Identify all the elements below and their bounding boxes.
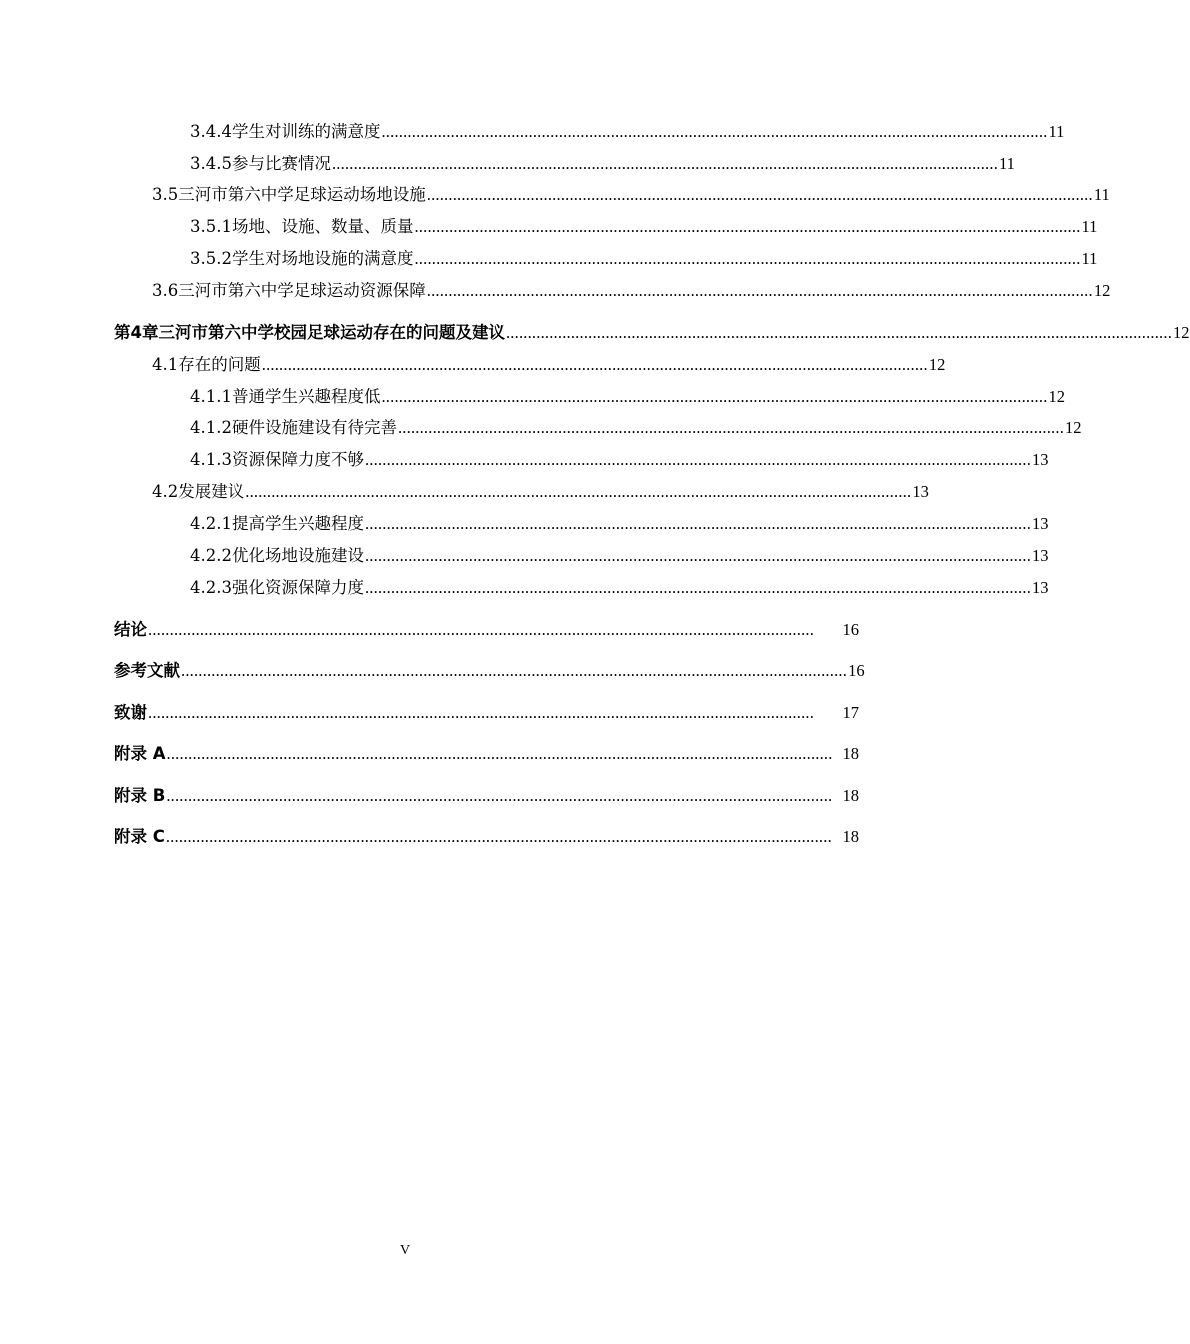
- toc-entry-title: 附录 C: [114, 827, 165, 846]
- toc-entry[interactable]: [190, 513, 1049, 535]
- toc-entry-page: 12: [1065, 418, 1082, 437]
- toc-entry-number: 4.1.2: [190, 418, 232, 437]
- toc-leader-dots: ..........................................................................................................................................................: [505, 323, 1173, 342]
- toc-entry-title: 硬件设施建设有待完善: [231, 418, 397, 437]
- toc-entry-number: 3.4.5: [190, 154, 232, 173]
- toc-entry-page: 11: [1093, 185, 1110, 204]
- toc-entry-title: 三河市第六中学足球运动资源保障: [178, 281, 426, 300]
- toc-leader-dots: ..........................................................................................................................................................: [426, 281, 1093, 300]
- toc-entry-number: 4.2.1: [190, 514, 232, 533]
- toc-leader-dots: ..........................................................................................................................................................: [148, 620, 815, 639]
- toc-entry-page: 18: [842, 827, 859, 846]
- toc-chapter-entry[interactable]: [114, 785, 859, 807]
- toc-entry[interactable]: [152, 184, 1110, 206]
- toc-leader-dots: ..........................................................................................................................................................: [364, 578, 1032, 597]
- toc-leader-dots: ..........................................................................................................................................................: [181, 661, 848, 680]
- toc-entry-page: 13: [1032, 578, 1049, 597]
- toc-entry-page: 11: [1081, 249, 1098, 268]
- toc-leader-dots: ..........................................................................................................................................................: [381, 387, 1048, 406]
- toc-entry[interactable]: [152, 354, 946, 376]
- toc-entry-title: 结论: [114, 620, 147, 639]
- toc-entry[interactable]: [190, 417, 1082, 439]
- toc-entry-page: 12: [1173, 323, 1190, 342]
- toc-entry-page: 18: [842, 744, 859, 763]
- toc-chapter-entry[interactable]: [114, 826, 859, 848]
- toc-entry[interactable]: [190, 121, 1065, 143]
- toc-entry-title: 普通学生兴趣程度低: [231, 387, 381, 406]
- toc-entry[interactable]: [190, 153, 1015, 175]
- toc-entry[interactable]: [190, 248, 1098, 270]
- toc-leader-dots: ..........................................................................................................................................................: [364, 514, 1032, 533]
- toc-leader-dots: ..........................................................................................................................................................: [397, 418, 1065, 437]
- toc-entry-title: 学生对场地设施的满意度: [231, 249, 414, 268]
- toc-entry-title: 三河市第六中学足球运动场地设施: [178, 185, 426, 204]
- toc-chapter-entry[interactable]: [114, 322, 1190, 344]
- toc-entry-page: 11: [1048, 122, 1065, 141]
- toc-entry-page: 13: [1032, 450, 1049, 469]
- toc-entry-number: 4.1: [152, 355, 179, 374]
- toc-entry-number: 3.5.1: [190, 217, 232, 236]
- toc-leader-dots: ..........................................................................................................................................................: [261, 355, 928, 374]
- toc-leader-dots: ..........................................................................................................................................................: [331, 154, 999, 173]
- toc-entry-number: 4.2: [152, 482, 179, 501]
- toc-entry-page: 12: [928, 355, 946, 374]
- toc-leader-dots: ..........................................................................................................................................................: [165, 827, 832, 846]
- toc-entry[interactable]: [190, 386, 1066, 408]
- toc-entry-page: 13: [912, 482, 929, 501]
- toc-entry[interactable]: [190, 545, 1049, 567]
- toc-entry-page: 11: [999, 154, 1015, 173]
- toc-entry-title: 参考文献: [114, 661, 180, 680]
- toc-entry-title: 优化场地设施建设: [231, 546, 364, 565]
- toc-entry-number: 4.1.1: [190, 387, 232, 406]
- toc-entry-page: 12: [1093, 281, 1111, 300]
- toc-entry-title: 参与比赛情况: [231, 154, 331, 173]
- toc-entry-title: 存在的问题: [178, 355, 261, 374]
- toc-entry-page: 18: [842, 786, 859, 805]
- toc-entry-title: 场地、设施、数量、质量: [231, 217, 414, 236]
- toc-entry-number: 3.5.2: [190, 249, 232, 268]
- toc-entry-page: 13: [1032, 546, 1049, 565]
- toc-entry-number: 4.2.2: [190, 546, 232, 565]
- toc-leader-dots: ..........................................................................................................................................................: [245, 482, 912, 501]
- toc-entry[interactable]: [190, 216, 1098, 238]
- toc-entry-number: 第4章: [114, 323, 159, 342]
- toc-leader-dots: ..........................................................................................................................................................: [381, 122, 1048, 141]
- toc-entry-title: 提高学生兴趣程度: [231, 514, 364, 533]
- toc-leader-dots: ..........................................................................................................................................................: [364, 546, 1032, 565]
- toc-leader-dots: ..........................................................................................................................................................: [148, 703, 815, 722]
- toc-leader-dots: ..........................................................................................................................................................: [414, 217, 1081, 236]
- toc-entry-number: 3.6: [152, 281, 179, 300]
- toc-entry[interactable]: [190, 449, 1049, 471]
- toc-chapter-entry[interactable]: [114, 660, 865, 682]
- toc-entry-number: 3.4.4: [190, 122, 232, 141]
- toc-entry-title: 发展建议: [178, 482, 245, 501]
- toc-chapter-entry[interactable]: [114, 619, 859, 641]
- toc-entry-page: 17: [842, 703, 859, 722]
- toc-entry-title: 附录 B: [114, 786, 166, 805]
- toc-entry-number: 3.5: [152, 185, 179, 204]
- toc-entry-page: 16: [842, 620, 859, 639]
- toc-entry[interactable]: [152, 280, 1111, 302]
- toc-entry-title: 三河市第六中学校园足球运动存在的问题及建议: [158, 323, 505, 342]
- toc-entry-page: 12: [1048, 387, 1066, 406]
- toc-entry[interactable]: [190, 577, 1049, 599]
- toc-entry-title: 附录 A: [114, 744, 166, 763]
- toc-leader-dots: ..........................................................................................................................................................: [166, 786, 833, 805]
- toc-entry-title: 资源保障力度不够: [231, 450, 364, 469]
- toc-entry-title: 强化资源保障力度: [231, 578, 364, 597]
- toc-entry-page: 11: [1081, 217, 1098, 236]
- toc-leader-dots: ..........................................................................................................................................................: [414, 249, 1081, 268]
- toc-leader-dots: ..........................................................................................................................................................: [166, 744, 833, 763]
- toc-entry-number: 4.1.3: [190, 450, 232, 469]
- toc-entry-title: 学生对训练的满意度: [231, 122, 381, 141]
- toc-chapter-entry[interactable]: [114, 743, 859, 765]
- toc-entry-number: 4.2.3: [190, 578, 232, 597]
- toc-entry-page: 16: [848, 661, 865, 680]
- toc-chapter-entry[interactable]: [114, 702, 859, 724]
- toc-entry-title: 致谢: [114, 703, 147, 722]
- page-number: V: [399, 1243, 411, 1258]
- toc-entry[interactable]: [152, 481, 929, 503]
- toc-entry-page: 13: [1032, 514, 1049, 533]
- toc-leader-dots: ..........................................................................................................................................................: [364, 450, 1032, 469]
- toc-leader-dots: ..........................................................................................................................................................: [426, 185, 1093, 204]
